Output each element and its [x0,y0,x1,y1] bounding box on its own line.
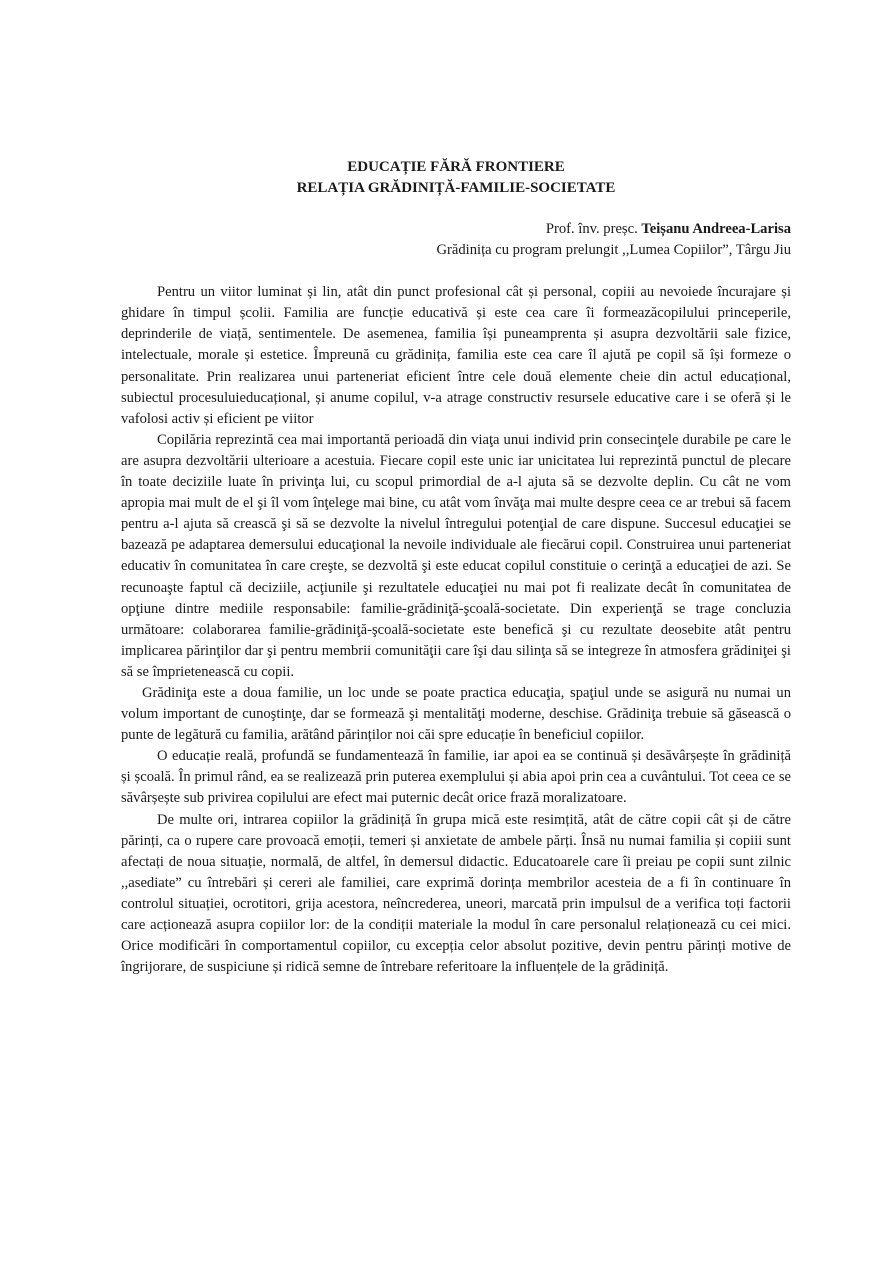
author-block [121,219,791,261]
paragraph: Pentru un viitor luminat și lin, atât din punct profesional cât și personal, copiii au nevoiede încurajare și ghidare în timpul școlii. Familia are funcție educativă și este cea care îi formeazăcopilului princeperile, deprinderile de viață, sentimentele. De asemenea, familia își puneamprenta și asupra dezvoltării sale fizice, intelectuale, morale și estetice. Împreună cu grădinița, familia este cea care îl ajută pe copil să își formeze o personalitate. Prin realizarea unui parteneriat eficient între cele două elemente cheie din actul educațional, subiectul procesuluieducațional, și anume copilul, v-a atrage constructiv resursele educative care i se oferă și le vafolosi activ și eficient pe viitor [121,284,791,427]
paragraph: O educație reală, profundă se fundamentează în familie, iar apoi ea se continuă și desăvârșește în grădiniță și școală. În primul rând, ea se realizează prin puterea exemplului și abia apoi prin cea a cuvântului. Tot ceea ce se săvârșește sub privirea copilului are efect mai puternic decât orice frază moralizatoare. [121,748,791,807]
author-name: Teișanu Andreea-Larisa [641,221,791,237]
paragraph: De multe ori, intrarea copiilor la grădiniță în grupa mică este resimțită, atât de către copii cât și de către părinți, ca o rupere care provoacă emoții, temeri și anxietate de ambele părți. Însă nu numai familia și copiii sunt afectați de noua situație, normală, de altfel, în demersul didactic. Educatoarele care îi preiau pe copii sunt zilnic ,,asediate” cu întrebări și cereri ale familiei, care exprimă dorința membrilor acesteia de a fi în continuare în controlul situației, ocrotitori, grija acestora, neîncrederea, uneori, marcată prin impulsul de a verifica toți factorii care acționează asupra copiilor lor: de la condiții materiale la modul în care personalul relaționează cu cei mici. Orice modificări în comportamentul copiilor, cu excepția celor absolut pozitive, devin pentru părinți motive de îngrijorare, de suspiciune și ridică semne de întrebare referitoare la influențele de la grădiniță. [121,811,791,976]
author-line [121,219,791,240]
document-body [121,282,791,978]
author-prefix: Prof. înv. preșc. [545,221,642,237]
paragraph: Grădiniţa este a doua familie, un loc unde se poate practica educaţia, spaţiul unde se asigură nu numai un volum important de cunoştinţe, dar se formează şi mentalităţi moderne, deschise. Grădiniţa trebuie să găsească o punte de legătură cu familia, arătând părinților noi căi spre educație în beneficiul copiilor. [121,684,791,744]
document-page [121,157,791,978]
institution: Grădinița cu program prelungit ,,Lumea Copiilor”, Târgu Jiu [436,242,791,259]
document-title-line-2: RELAȚIA GRĂDINIȚĂ-FAMILIE-SOCIETATE [296,180,616,196]
paragraph: Copilăria reprezintă cea mai importantă perioadă din viaţa unui individ prin consecinţele durabile pe care le are asupra dezvoltării ulterioare a acestuia. Fiecare copil este unic iar unicitatea lui reprezintă punctul de plecare în toate deciziile luate în privinţa lui, cu scopul primordial de a-l ajuta să se dezvolte deplin. Cu cât ne vom apropia mai mult de el şi îl vom înţelege mai bine, cu atât vom învăţa mai multe despre ceea ce ar trebui să facem pentru a-l ajuta să crească şi să se dezvolte la nivelul întregului potenţial de care dispune. Succesul educaţiei se bazează pe adaptarea demersului educaţional la nevoile individuale ale fiecărui copil. Construirea unui parteneriat educativ în comunitatea în care creşte, se dezvoltă şi este educat copilul constituie o cerinţă a educaţiei de azi. Se recunoaşte faptul că deciziile, acţiunile şi rezultatele educaţiei nu mai pot fi realizate decât în comunitatea de opţiune dintre mediile responsabile: familie-grădiniţă-şcoală-societate. Din experienţă se trage concluzia următoare: colaborarea familie-grădiniţă-şcoală-societate este benefică şi cu rezultate deosebite atât pentru implicarea părinţilor dar şi pentru membrii comunităţii care îşi dau silinţa să se integreze în atmosfera grădiniţei şi să se împrietenească cu copii. [121,431,791,680]
document-title-line-1: EDUCAȚIE FĂRĂ FRONTIERE [347,159,565,175]
